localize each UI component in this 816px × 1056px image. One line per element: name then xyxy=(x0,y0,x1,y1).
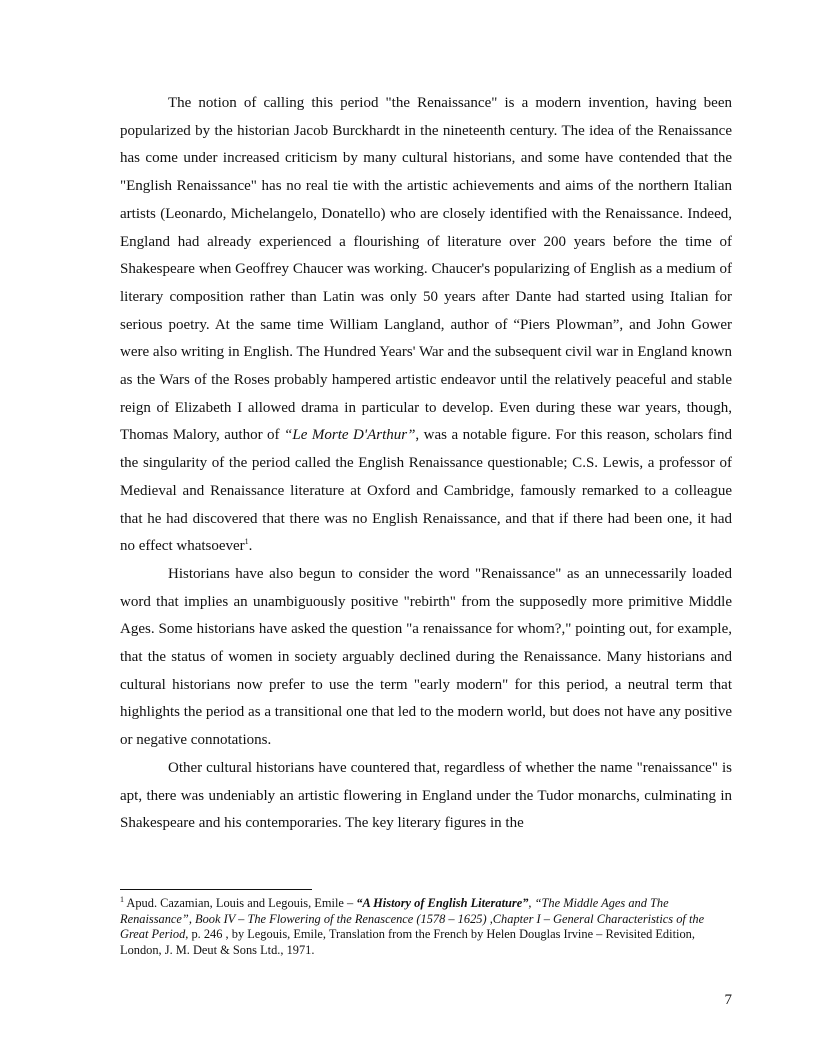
footnote-marker: 1 xyxy=(120,895,124,904)
italic-text: “Le Morte D'Arthur” xyxy=(284,427,416,444)
text-run: p. 246 , by Legouis, Emile, Translation from the French by Helen Douglas Irvine – Revisited Edition, London, J. M. Deut & Sons Ltd., 1971. xyxy=(120,927,695,957)
text-run: Other cultural historians have countered that, regardless of whether the name "renaissance" is apt, there was undeniably an artistic flowering in England under the Tudor monarchs, culminating in Shakespeare and his contemporaries. The key literary figures in the xyxy=(120,759,732,832)
text-run: Apud. Cazamian, Louis and Legouis, Emile – xyxy=(124,896,357,910)
body-text xyxy=(120,90,732,838)
text-run: Historians have also begun to consider the word "Renaissance" as an unnecessarily loaded word that implies an unambiguously positive "rebirth" from the supposedly more primitive Middle Ages. Some historians have asked the question "a renaissance for whom?," pointing out, for example, that the status of women in society arguably declined during the Renaissance. Many historians and cultural historians now prefer to use the term "early modern" for this period, a neutral term that highlights the period as a transitional one that led to the modern world, but does not have any positive or negative connotations. xyxy=(120,565,732,749)
footnote-marker: 1 xyxy=(244,537,249,547)
footnote xyxy=(120,896,732,958)
page-number: 7 xyxy=(724,992,732,1008)
text-run: The notion of calling this period "the Renaissance" is a modern invention, having been popularized by the historian Jacob Burckhardt in the nineteenth century. The idea of the Renaissance has come under increased criticism by many cultural historians, and some have contended that the "English Renaissance" has no real tie with the artistic achievements and aims of the northern Italian artists (Leonardo, Michelangelo, Donatello) who are closely identified with the Renaissance. Indeed, England had already experienced a flourishing of literature over 200 years before the time of Shakespeare when Geoffrey Chaucer was working. Chaucer's popularizing of English as a medium of literary composition rather than Latin was only 50 years after Dante had started using Italian for serious poetry. At the same time William Langland, author of “Piers Plowman”, and John Gower were also writing in English. The Hundred Years' War and the subsequent civil war in England known as the Wars of the Roses probably hampered artistic endeavor until the relatively peaceful and stable reign of Elizabeth I allowed drama in particular to develop. Even during these war years, though, Thomas Malory, author of xyxy=(120,95,732,444)
paragraph xyxy=(120,755,732,838)
italic-text: , “The Middle Ages and The Renaissance”, Book IV – The Flowering of the Renascence (1578 – 1625) ,Chapter I – General Characteristics of the Great Period, xyxy=(120,896,705,942)
text-run: . xyxy=(248,538,253,555)
footnote-separator xyxy=(120,889,312,890)
bold-italic-title: “A History of English Literature” xyxy=(356,896,529,910)
paragraph xyxy=(120,90,732,561)
text-run: , was a notable figure. For this reason, scholars find the singularity of the period called the English Renaissance questionable; C.S. Lewis, a professor of Medieval and Renaissance literature at Oxford and Cambridge, famously remarked to a colleague that he had discovered that there was no English Renaissance, and that if there had been one, it had no effect whatsoever xyxy=(120,427,733,555)
paragraph xyxy=(120,561,732,755)
